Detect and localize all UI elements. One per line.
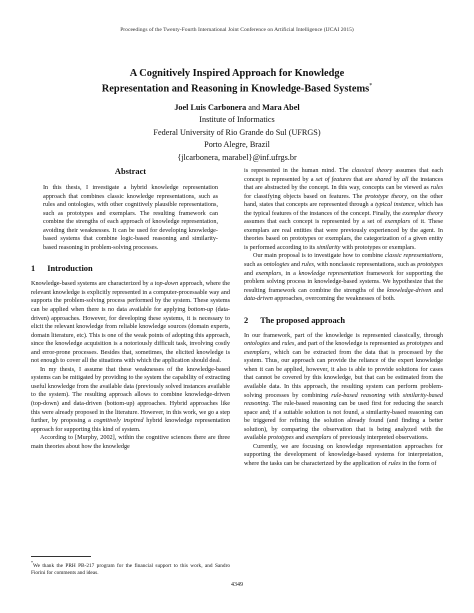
author-block [0, 102, 474, 164]
section-2-number: 2 [244, 315, 249, 325]
abstract-heading: Abstract [114, 167, 147, 176]
intro-paragraph-1: Knowledge-based systems are characterized by a top-down approach, where the relevant knowledge is explicitly represented in a computer-processable way and supports the problem-solving process performed by the system. These systems can be applied when there is no data available for applying bottom-up (data-driven) approaches. However, for developing these systems, it is necessary to elicit the relevant knowledge from reliable knowledge sources (domain experts, domain literature, etc). This is one of the weak points of adopting this approach, since the knowledge acquisition is a notoriously difficult task, involving costly and error-prone processes. Besides that, sometimes, the elicited knowledge is not enough to cover all the situations with which the application should deal. [31, 280, 230, 365]
title-line-1: A Cognitively Inspired Approach for Knowledge [129, 68, 345, 79]
approach-paragraph-2: Currently, we are focusing on knowledge representation approaches for supporting the development of knowledge-based systems for interpretation, where the tasks can be characterized by the application of rules in the form of [244, 442, 443, 467]
left-column [31, 167, 230, 451]
intro-paragraph-3: According to [Murphy, 2002], within the cognitive sciences there are three main theories about how the knowledge [31, 434, 230, 450]
section-2-heading [244, 316, 443, 326]
footnote [31, 559, 230, 577]
footnote-mark: * [31, 560, 33, 565]
proposal-paragraph: Our main proposal is to investigate how to combine classic representations, such as ontologies and rules, with nonclassic representations, such as prototypes and exemplars, in a knowledge representation framework for supporting the problem solving process in knowledge-based systems. We hypothesize that the resulting framework can combine the strengths of the knowledge-driven and data-driven approaches, overcoming the weaknesses of both. [244, 252, 444, 303]
affiliation-1: Institute of Informatics [199, 115, 275, 125]
author-1: Joel Luis Carbonera [174, 103, 247, 112]
theories-paragraph: is represented in the human mind. The classical theory assumes that each concept is represented by a set of features that are shared by all the instances that are abstracted by the concept. In this way, concepts can be viewed as rules for classifying objects based on features. The prototype theory, on the other hand, states that concepts are represented through a typical instance, which has the typical features of the instances of the concept. Finally, the exemplar theory assumes that each concept is represented by a set of exemplars of it. These exemplars are real entities that were previously experienced by the agent. In theories based on prototypes or exemplars, the categorization of a given entity is performed according to its similarity with prototypes or exemplars. [244, 167, 444, 251]
section-1-heading [31, 264, 230, 274]
author-emails: {jlcarbonera, marabel}@inf.ufrgs.br [177, 152, 297, 162]
abstract-text: In this thesis, I investigate a hybrid knowledge representation approach that combines classic knowledge representations, such as rules and ontologies, with other cognitively plausible representations, such as prototypes and exemplars. The resulting framework can combine the strengths of each approach of knowledge representation, avoiding their weaknesses. It can be used for developing knowledge-based systems that combine logic-based reasoning and similarity-based reasoning in problem-solving processes. [43, 184, 218, 251]
author-names [0, 102, 474, 114]
footnote-rule [31, 556, 91, 557]
page-number: 4349 [231, 582, 243, 588]
section-1-number: 1 [31, 264, 36, 274]
intro-paragraph-2: In my thesis, I assume that these weaknesses of the knowledge-based systems can be mitigated by providing to the system the capability of extracting useful knowledge from the available data (previously solved instances available to the system). The resulting approach allows to combine knowledge-driven (top-down) and data-driven (bottom-up) approaches. Hybrid approaches like this were already proposed in the literature. However, in this work, we go a step further, by proposing a cognitively inspired hybrid knowledge representation approach for supporting this kind of system. [31, 365, 230, 433]
affiliation-3: Porto Alegre, Brazil [204, 140, 270, 150]
title-line-2: Representation and Reasoning in Knowledge-Based Systems [101, 83, 370, 95]
author-and: and [248, 103, 261, 112]
footnote-text: We thank the PRH PB-217 program for the financial support to this work, and Sandro Fiorini for comments and ideas. [31, 562, 230, 576]
section-2-title: The proposed approach [260, 315, 346, 325]
right-column [244, 167, 443, 469]
author-2: Mara Abel [262, 103, 300, 112]
section-1-title: Introduction [47, 264, 93, 274]
title-footnote-mark: * [369, 83, 373, 89]
proceedings-header: Proceedings of the Twenty-Fourth International Joint Conference on Artificial Intelligence (IJCAI 2015) [120, 27, 354, 33]
approach-paragraph-1: In our framework, part of the knowledge is represented classically, through ontologies and rules, and part of the knowledge is represented as prototypes and exemplars, which can be extracted from the data that is processed by the system. Thus, our approach can provide the reliance of the expert knowledge when it can be applied, however, it also is able to provide solutions for cases that cannot be covered by this knowledge, but that can be estimated from the available data. In this approach, the resulting system can perform problem-solving processes by combining rule-based reasoning with similarity-based reasoning. The rule-based reasoning can be used first for reducing the search space and; if a suitable solution is not found, a similarity-based reasoning can be triggered for refining the solution already found (and finding a better solution), by comparing the observation that is being analyzed with the available prototypes and exemplars of previously interpreted observations. [244, 331, 443, 442]
paper-title [40, 67, 434, 95]
affiliation-2: Federal University of Rio Grande do Sul (UFRGS) [153, 127, 321, 137]
